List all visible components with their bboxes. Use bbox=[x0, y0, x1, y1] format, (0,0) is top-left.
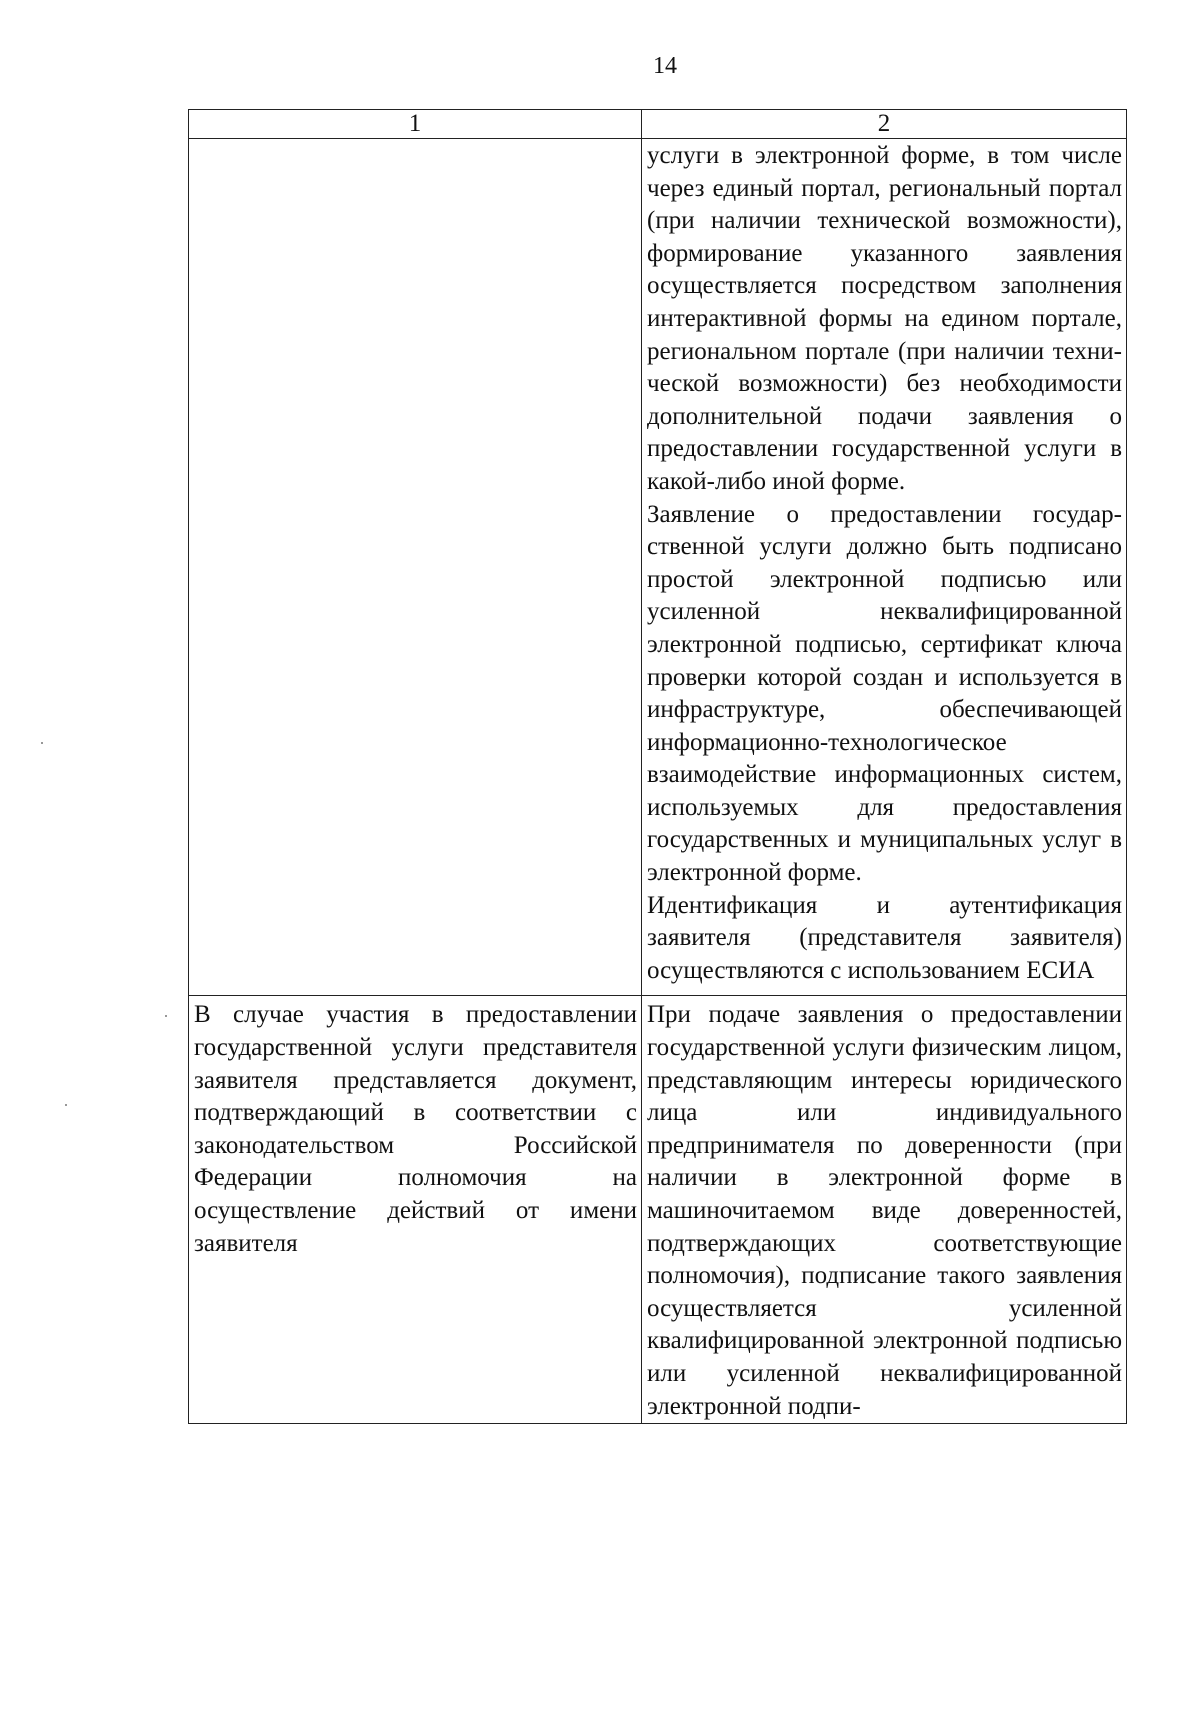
page-number: 14 bbox=[653, 53, 677, 79]
paragraph-signature-requirements: Заявление о предоставлении государственной услуги должно быть подписано простой электронной подписью или усиленной неквалифицированной электронной подписью, сертификат ключа проверки которой создан и используется в инфраструктуре, обеспечивающей информационно-технологическое взаимодействие информационных систем, используемых для предоставления государственных и муниципальных услуг в электронной форме. bbox=[647, 500, 1122, 887]
paragraph-electronic-form: услуги в электронной форме, в том числе через единый портал, региональный портал (при наличии технической возможности), формирование указанного заявления осуществляется посредством заполнения интерактивной формы на едином портале, региональном портале (при наличии технической возможности) без необходимости дополнительной подачи заявления о предоставлении государственной услуги в какой-либо иной форме. bbox=[647, 142, 1122, 495]
paragraph-identification-esia: Идентификация и аутентификация заявителя (представителя заявителя) осуществляются с использованием ЕСИА bbox=[647, 891, 1122, 984]
row1-col2-cell bbox=[642, 139, 1127, 996]
row1-col1-cell bbox=[189, 139, 642, 996]
column-header-1: 1 bbox=[189, 110, 642, 139]
table-row bbox=[189, 996, 1127, 1424]
row2-col2-cell bbox=[642, 996, 1127, 1424]
row2-col1-cell bbox=[189, 996, 642, 1424]
scan-speck bbox=[41, 742, 43, 744]
document-table bbox=[188, 109, 1127, 1424]
scan-speck bbox=[165, 1015, 167, 1017]
paragraph-power-of-attorney: При подаче заявления о предоставлении государственной услуги физическим лицом, представляющим интересы юридического лица или индивидуального предпринимателя по доверенности (при наличии в электронной форме в машиночитаемом виде доверенностей, подтверждающих соответствующие полномочия), подписание такого заявления осуществляется усиленной квалифицированной электронной подписью или усиленной неквалифицированной электронной подпи- bbox=[647, 1001, 1122, 1420]
column-header-2: 2 bbox=[642, 110, 1127, 139]
paragraph-representative-document: В случае участия в предоставлении государственной услуги представителя заявителя представляется документ, подтверждающий в соответствии с законодательством Российской Федерации полномочия на осуществление действий от имени заявителя bbox=[194, 1001, 637, 1257]
table-row bbox=[189, 139, 1127, 996]
scan-speck bbox=[65, 1104, 67, 1106]
table-header-row bbox=[189, 110, 1127, 139]
